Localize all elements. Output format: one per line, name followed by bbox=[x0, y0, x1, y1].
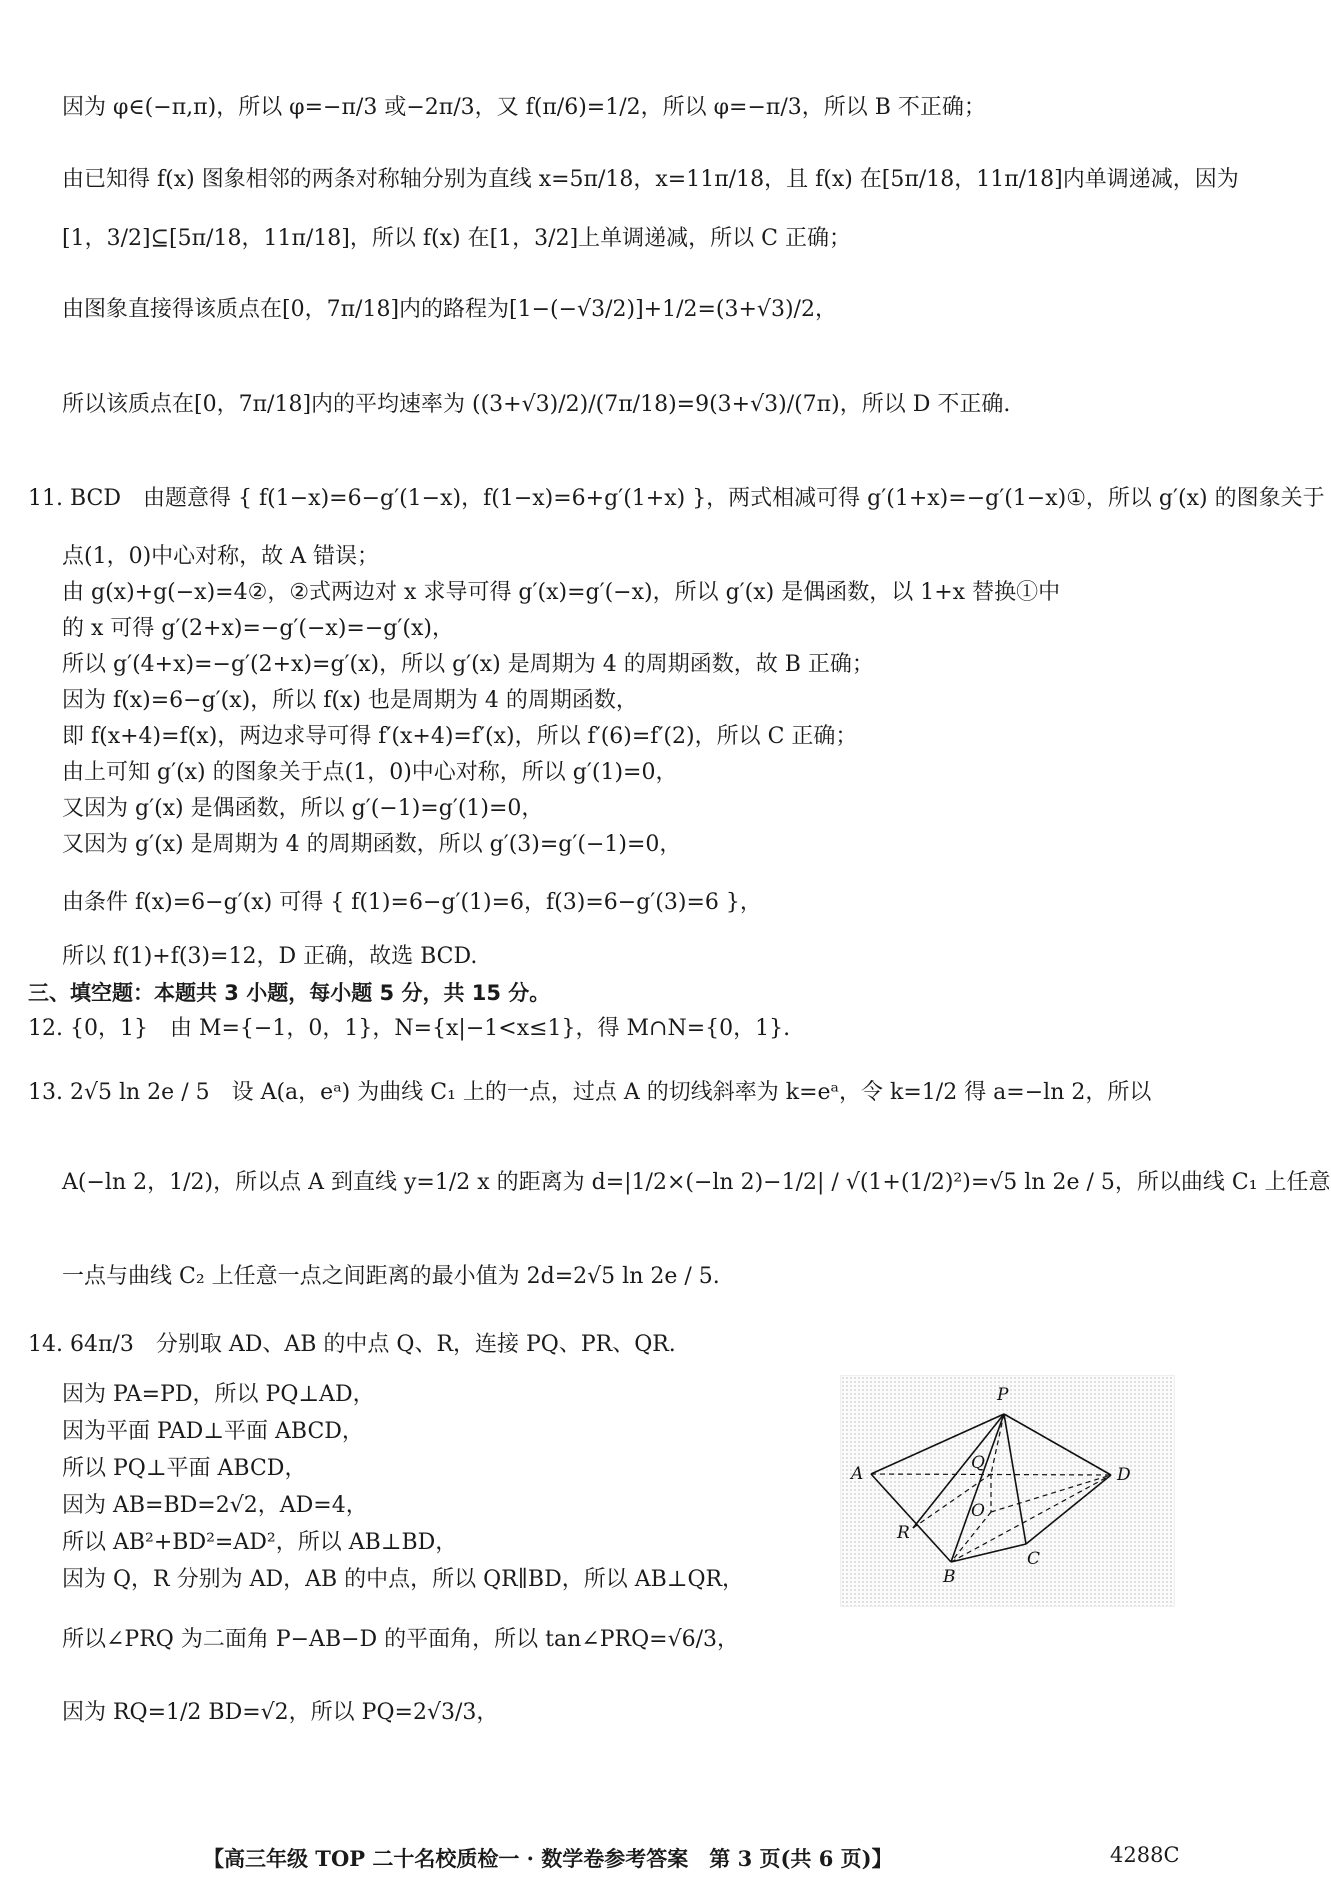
section-heading: 三、填空题：本题共 3 小题，每小题 5 分，共 15 分。 bbox=[28, 981, 551, 1005]
text-line: 因为 f(x)=6−g′(x)，所以 f(x) 也是周期为 4 的周期函数， bbox=[62, 688, 638, 713]
text-line: 所以∠PRQ 为二面角 P−AB−D 的平面角，所以 tan∠PRQ=√6/3， bbox=[62, 1627, 739, 1652]
text-line: 又因为 g′(x) 是周期为 4 的周期函数，所以 g′(3)=g′(−1)=0， bbox=[62, 832, 682, 857]
edge-CD bbox=[1026, 1475, 1111, 1544]
text-line: 因为 φ∈(−π,π)，所以 φ=−π/3 或−2π/3，又 f(π/6)=1/2，所以 φ=−π/3，所以 B 不正确； bbox=[62, 95, 986, 120]
text-line: 因为 Q，R 分别为 AD，AB 的中点，所以 QR∥BD，所以 AB⊥QR， bbox=[62, 1567, 745, 1592]
edge-OD bbox=[991, 1475, 1111, 1512]
text-line: [1，3/2]⊆[5π/18，11π/18]，所以 f(x) 在[1，3/2]上单调递减，所以 C 正确； bbox=[62, 226, 851, 251]
text-line: 的 x 可得 g′(2+x)=−g′(−x)=−g′(x)， bbox=[62, 616, 454, 641]
label-A: A bbox=[851, 1464, 864, 1484]
text-line: 14. 64π/3 分别取 AD、AB 的中点 Q、R，连接 PQ、PR、QR. bbox=[28, 1332, 676, 1357]
text-line: 又因为 g′(x) 是偶函数，所以 g′(−1)=g′(1)=0， bbox=[62, 796, 544, 821]
label-D: D bbox=[1117, 1465, 1131, 1485]
text-line: 所以 f(1)+f(3)=12，D 正确，故选 BCD. bbox=[62, 944, 478, 969]
text-line: 所以该质点在[0，7π/18]内的平均速率为 ((3+√3)/2)/(7π/18)=9(3+√3)/(7π)，所以 D 不正确. bbox=[62, 392, 1011, 417]
edge-PB bbox=[951, 1414, 1004, 1562]
text-line: 因为 RQ=1/2 BD=√2，所以 PQ=2√3/3， bbox=[62, 1700, 499, 1725]
label-B: B bbox=[943, 1567, 956, 1587]
text-line: 所以 PQ⊥平面 ABCD， bbox=[62, 1456, 307, 1481]
label-C: C bbox=[1027, 1549, 1041, 1569]
text-line: 即 f(x+4)=f(x)，两边求导可得 f′(x+4)=f′(x)，所以 f′(6)=f′(2)，所以 C 正确； bbox=[62, 724, 858, 749]
label-P: P bbox=[997, 1385, 1009, 1405]
edge-PR bbox=[913, 1414, 1004, 1528]
text-line: 由上可知 g′(x) 的图象关于点(1，0)中心对称，所以 g′(1)=0， bbox=[62, 760, 678, 785]
pyramid-figure bbox=[840, 1375, 1175, 1607]
text-line: 11. BCD 由题意得 { f(1−x)=6−g′(1−x)，f(1−x)=6+g′(1+x) }，两式相减可得 g′(1+x)=−g′(1−x)①，所以 g′(x) 的图象关于 bbox=[28, 486, 1325, 511]
page-footer: 【高三年级 TOP 二十名校质检一 · 数学卷参考答案 第 3 页(共 6 页)】 bbox=[203, 1846, 893, 1871]
edge-AB bbox=[871, 1474, 951, 1562]
text-line: 由已知得 f(x) 图象相邻的两条对称轴分别为直线 x=5π/18，x=11π/18，且 f(x) 在[5π/18，11π/18]内单调递减，因为 bbox=[62, 167, 1239, 192]
text-line: 所以 AB²+BD²=AD²，所以 AB⊥BD， bbox=[62, 1530, 458, 1555]
text-line: 一点与曲线 C₂ 上任意一点之间距离的最小值为 2d=2√5 ln 2e / 5. bbox=[62, 1264, 720, 1289]
pyramid-diagram bbox=[841, 1376, 1174, 1606]
edge-PD bbox=[1004, 1414, 1111, 1475]
text-line: 13. 2√5 ln 2e / 5 设 A(a，eᵃ) 为曲线 C₁ 上的一点，过点 A 的切线斜率为 k=eᵃ，令 k=1/2 得 a=−ln 2，所以 bbox=[28, 1080, 1152, 1105]
text-line: 由条件 f(x)=6−g′(x) 可得 { f(1)=6−g′(1)=6，f(3)=6−g′(3)=6 }， bbox=[62, 890, 762, 915]
text-line: 由图象直接得该质点在[0，7π/18]内的路程为[1−(−√3/2)]+1/2=(3+√3)/2， bbox=[62, 297, 837, 322]
text-line: 因为平面 PAD⊥平面 ABCD， bbox=[62, 1419, 364, 1444]
text-line: 点(1，0)中心对称，故 A 错误； bbox=[62, 544, 380, 569]
edge-PC bbox=[1004, 1414, 1026, 1544]
text-line: 由 g(x)+g(−x)=4②，②式两边对 x 求导可得 g′(x)=g′(−x)，所以 g′(x) 是偶函数，以 1+x 替换①中 bbox=[62, 580, 1061, 605]
edge-BC bbox=[951, 1544, 1026, 1562]
text-line: 12. {0，1} 由 M={−1，0，1}，N={x|−1<x≤1}，得 M∩N={0，1}. bbox=[28, 1016, 791, 1041]
text-line: A(−ln 2，1/2)，所以点 A 到直线 y=1/2 x 的距离为 d=|1/2×(−ln 2)−1/2| / √(1+(1/2)²)=√5 ln 2e / 5，所以曲线 C₁ 上任意 bbox=[62, 1170, 1331, 1195]
paper-code: 4288C bbox=[1110, 1843, 1180, 1867]
text-line: 所以 g′(4+x)=−g′(2+x)=g′(x)，所以 g′(x) 是周期为 4 的周期函数，故 B 正确； bbox=[62, 652, 874, 677]
label-R: R bbox=[897, 1523, 910, 1543]
label-Q: Q bbox=[971, 1453, 985, 1473]
text-line: 因为 PA=PD，所以 PQ⊥AD， bbox=[62, 1382, 375, 1407]
text-line: 因为 AB=BD=2√2，AD=4， bbox=[62, 1493, 368, 1518]
label-O: O bbox=[971, 1501, 985, 1521]
